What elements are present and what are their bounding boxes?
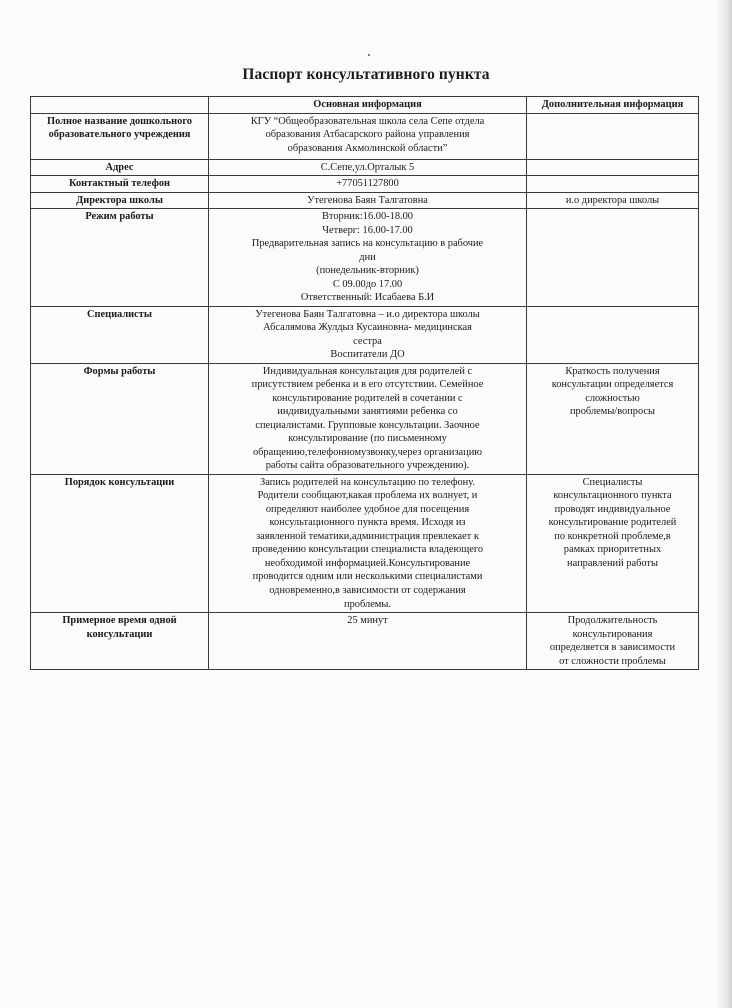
cell-line: от сложности проблемы xyxy=(559,655,666,667)
cell-line: Вторник:16.00-18.00 xyxy=(322,211,413,223)
cell-line: направлений работы xyxy=(567,557,658,569)
passport-table xyxy=(30,96,699,670)
cell-line: Родители сообщают,какая проблема их волнует, и xyxy=(257,490,478,502)
row-extra-address xyxy=(527,159,699,176)
cell-line: консультации определяется xyxy=(551,379,674,391)
row-main-procedure xyxy=(209,474,527,612)
cell-line: и.о директора школы xyxy=(565,194,660,206)
table-row xyxy=(31,159,699,176)
cell-line: определяют наиболее удобное для посещения xyxy=(265,503,470,515)
row-extra-schedule xyxy=(527,209,699,307)
row-extra-director xyxy=(527,192,699,209)
cell-line: обращению,телефонномузвонку,через организацию xyxy=(252,446,483,458)
table-header-row xyxy=(31,97,699,114)
row-label-work-forms: Формы работы xyxy=(31,363,209,474)
cell-line: проблемы. xyxy=(344,598,391,610)
cell-line: 25 минут xyxy=(347,615,388,627)
header-empty xyxy=(31,97,209,114)
cell-line: образования Атбасарского района управления xyxy=(265,129,470,141)
row-main-director xyxy=(209,192,527,209)
row-label-schedule: Режим работы xyxy=(31,209,209,307)
cell-line: Четверг: 16.00-17.00 xyxy=(322,224,413,236)
table-row xyxy=(31,192,699,209)
cell-line: Ответственный: Исабаева Б.И xyxy=(300,292,435,304)
scan-edge-shadow xyxy=(718,0,732,1008)
row-label-director: Директора школы xyxy=(31,192,209,209)
cell-line: консультирование (по письменному xyxy=(288,433,447,445)
page-title: Паспорт консультативного пункта xyxy=(242,66,490,83)
row-main-work-forms xyxy=(209,363,527,474)
row-extra-duration xyxy=(527,613,699,670)
cell-line: Запись родителей на консультацию по телефону. xyxy=(259,476,475,488)
cell-line: КГУ “Общеобразовательная школа села Сепе отдела xyxy=(250,115,485,127)
cell-line: +77051127800 xyxy=(336,178,399,190)
row-main-address xyxy=(209,159,527,176)
cell-line: сложностью xyxy=(585,392,640,404)
row-label-specialists: Специалисты xyxy=(31,306,209,363)
cell-line: консультирование родителей xyxy=(548,517,677,529)
cell-line: по конкретной проблеме,в xyxy=(554,530,671,542)
row-extra-work-forms xyxy=(527,363,699,474)
cell-line: одновременно,в зависимости от содержания xyxy=(269,584,466,596)
row-label-procedure: Порядок консультации xyxy=(31,474,209,612)
row-main-phone xyxy=(209,176,527,193)
table-row xyxy=(31,176,699,193)
cell-line: присутствием ребенка и в его отсутствии. Семейное xyxy=(251,379,484,391)
row-extra-procedure xyxy=(527,474,699,612)
cell-line: проведению консультации специалиста владеющего xyxy=(251,544,484,556)
cell-line: Продолжительность xyxy=(567,615,658,627)
cell-line: образования Акмолинской области” xyxy=(287,142,448,154)
row-main-full-name xyxy=(209,113,527,159)
cell-line: заявленной тематики,администрация превлекает к xyxy=(256,530,479,542)
cell-line: консультационного пункта время. Исходя из xyxy=(269,517,466,529)
cell-line: сестра xyxy=(353,335,382,347)
cell-line: определяется в зависимости xyxy=(549,642,676,654)
cell-line: проводят индивидуальное xyxy=(554,503,671,515)
row-label-address: Адрес xyxy=(31,159,209,176)
cell-line: консультирование родителей в сочетании с xyxy=(272,392,463,404)
cell-line: индивидуальными занятиями ребенка со xyxy=(277,406,458,418)
cell-line: Абсалямова Жулдыз Кусаиновна- медицинская xyxy=(263,322,472,334)
cell-line: консультирования xyxy=(572,628,653,640)
row-extra-specialists xyxy=(527,306,699,363)
table-row xyxy=(31,209,699,307)
cell-line: проводится одним или несколькими специалистами xyxy=(252,571,483,583)
cell-line: Краткость получения xyxy=(565,365,660,377)
cell-line: дни xyxy=(359,251,376,263)
cell-line: Утегенова Баян Талгатовна – и.о директора школы xyxy=(255,308,480,320)
cell-line: С.Сепе,ул.Орталык 5 xyxy=(320,161,415,173)
table-row xyxy=(31,613,699,670)
cell-line: консультационного пункта xyxy=(553,490,672,502)
table-row xyxy=(31,363,699,474)
row-extra-full-name xyxy=(527,113,699,159)
cell-line: Утегенова Баян Талгатовна xyxy=(307,194,428,206)
cell-line: Предварительная запись на консультацию в рабочие xyxy=(251,238,484,250)
cell-line: С 09.00до 17.00 xyxy=(332,278,403,290)
table-row xyxy=(31,306,699,363)
cell-line: работы сайта образовательного учреждению). xyxy=(265,460,470,472)
cell-line: проблемы/вопросы xyxy=(569,406,656,418)
table-row xyxy=(31,113,699,159)
cell-line: специалистами. Групповые консультации. Заочное xyxy=(255,419,480,431)
cell-line: необходимой информацией.Консультирование xyxy=(264,557,471,569)
cell-line: (понедельник-вторник) xyxy=(316,265,419,277)
row-label-phone: Контактный телефон xyxy=(31,176,209,193)
row-extra-phone xyxy=(527,176,699,193)
row-label-full-name: Полное название дошкольного образовательного учреждения xyxy=(31,113,209,159)
table-row xyxy=(31,474,699,612)
row-label-duration: Примерное время одной консультации xyxy=(31,613,209,670)
cell-line: Воспитатели ДО xyxy=(330,349,405,361)
row-main-specialists xyxy=(209,306,527,363)
cell-line: Специалисты xyxy=(582,476,643,488)
cell-line: Индивидуальная консультация для родителей с xyxy=(262,365,473,377)
row-main-duration xyxy=(209,613,527,670)
header-extra: Дополнительная информация xyxy=(527,97,699,114)
header-main: Основная информация xyxy=(209,97,527,114)
cell-line: рамках приоритетных xyxy=(563,544,662,556)
scan-speck xyxy=(368,54,370,56)
row-main-schedule xyxy=(209,209,527,307)
